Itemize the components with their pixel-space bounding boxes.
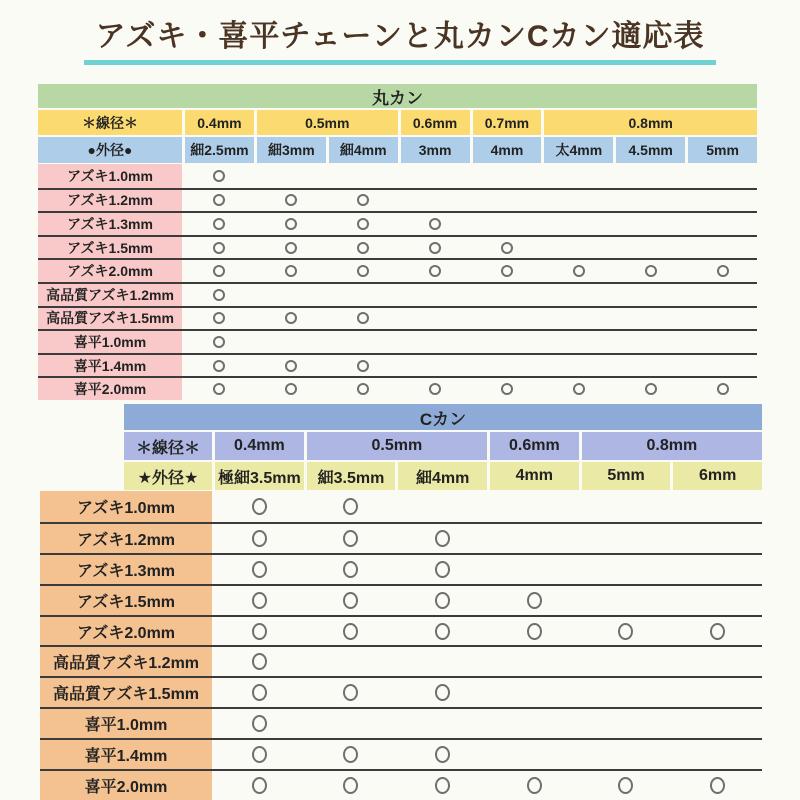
compat-cell [490,555,579,584]
compat-circle-icon [357,218,369,230]
compat-circle-icon [357,312,369,324]
compat-cell [616,213,685,235]
compat-cell [673,491,762,522]
compat-cell [398,771,487,800]
row-label: 喜平2.0mm [38,378,182,400]
compat-cell [688,331,757,353]
marukan-wire-diameter-row [38,110,757,135]
compat-circle-icon [252,561,267,578]
compat-cell [401,237,470,259]
compat-circle-icon [213,265,225,277]
compat-cell [398,678,487,707]
compat-cell [473,355,542,377]
row-label: 喜平1.4mm [38,355,182,377]
compat-cell [215,491,304,522]
compat-cell [185,331,254,353]
compat-cell [398,524,487,553]
compat-cell [257,213,326,235]
compat-cell [185,213,254,235]
compat-circle-icon [343,777,358,794]
compat-cell [185,355,254,377]
table-row [40,491,762,522]
compat-cell [398,709,487,738]
table-row [40,553,762,584]
outer-diameter-column-header: 細2.5mm [185,137,254,163]
compat-circle-icon [501,242,513,254]
compat-cell [185,190,254,212]
table-row [40,522,762,553]
compat-cell [673,555,762,584]
ckan-table [40,404,762,800]
table-row [38,282,757,306]
compat-circle-icon [435,530,450,547]
compat-cell [616,378,685,400]
compat-cell [473,190,542,212]
compat-cell [688,284,757,306]
compat-cell [616,260,685,282]
compat-cell [544,190,613,212]
compat-cell [401,331,470,353]
compat-cell [673,617,762,646]
wire-diameter-value: 0.5mm [307,432,487,460]
table-row [38,164,757,188]
compat-cell [401,190,470,212]
compat-cell [329,378,398,400]
compat-cell [257,308,326,330]
compat-circle-icon [343,623,358,640]
compat-cell [582,771,671,800]
outer-diameter-column-header: 5mm [688,137,757,163]
compat-cell [185,284,254,306]
compat-cell [307,586,396,615]
compat-circle-icon [285,218,297,230]
compat-cell [688,213,757,235]
compat-cell [673,586,762,615]
compat-cell [673,740,762,769]
wire-diameter-value: 0.5mm [257,110,398,135]
compat-cell [544,378,613,400]
ckan-wire-diameter-row [124,432,762,460]
marukan-table-body [38,164,757,400]
compat-circle-icon [285,360,297,372]
ckan-table-title: Cカン [124,404,762,430]
compat-circle-icon [357,242,369,254]
compat-circle-icon [285,312,297,324]
row-label: 高品質アズキ1.5mm [38,308,182,330]
compat-circle-icon [213,336,225,348]
compat-cell [401,260,470,282]
compat-circle-icon [252,777,267,794]
row-label: アズキ1.3mm [38,213,182,235]
compat-cell [688,260,757,282]
marukan-table [38,84,757,400]
compat-cell [673,771,762,800]
outer-diameter-column-header: 細4mm [329,137,398,163]
outer-diameter-column-header: 4mm [473,137,542,163]
table-row [40,738,762,769]
table-row [40,584,762,615]
compat-circle-icon [429,265,441,277]
compat-circle-icon [357,265,369,277]
compat-circle-icon [252,498,267,515]
compat-cell [544,284,613,306]
compat-cell [544,355,613,377]
row-label: アズキ1.5mm [38,237,182,259]
compat-circle-icon [252,530,267,547]
compat-circle-icon [618,623,633,640]
compat-cell [401,164,470,188]
compat-circle-icon [710,777,725,794]
compat-cell [401,284,470,306]
compat-cell [616,164,685,188]
compat-cell [307,617,396,646]
compat-cell [673,709,762,738]
compat-cell [401,378,470,400]
compat-cell [473,331,542,353]
compat-cell [490,491,579,522]
compat-cell [401,355,470,377]
compat-cell [329,164,398,188]
outer-diameter-column-header: 細3.5mm [307,462,396,490]
outer-diameter-column-header: 5mm [582,462,671,490]
compat-cell [544,331,613,353]
table-row [38,235,757,259]
compat-cell [329,355,398,377]
compat-circle-icon [343,498,358,515]
table-row [38,211,757,235]
compat-circle-icon [435,592,450,609]
wire-diameter-value: 0.4mm [215,432,304,460]
compat-circle-icon [213,312,225,324]
compat-circle-icon [710,623,725,640]
compat-cell [257,164,326,188]
compat-cell [329,190,398,212]
compat-cell [398,586,487,615]
wire-diameter-value: 0.4mm [185,110,254,135]
compat-cell [490,586,579,615]
compat-cell [616,284,685,306]
compat-circle-icon [213,360,225,372]
compat-cell [473,378,542,400]
compat-cell [688,190,757,212]
compat-circle-icon [343,746,358,763]
compat-cell [544,213,613,235]
compat-cell [185,164,254,188]
outer-diameter-column-header: 太4mm [544,137,613,163]
compat-cell [688,308,757,330]
compat-cell [257,237,326,259]
compat-circle-icon [357,360,369,372]
outer-diameter-column-header: 4.5mm [616,137,685,163]
row-label: アズキ2.0mm [40,617,212,646]
row-label: 喜平1.0mm [38,331,182,353]
table-row [38,376,757,400]
compat-cell [688,355,757,377]
compat-cell [398,491,487,522]
row-label: アズキ1.0mm [38,164,182,188]
row-label: 喜平1.0mm [40,709,212,738]
compat-circle-icon [573,383,585,395]
compat-circle-icon [252,715,267,732]
compat-cell [398,617,487,646]
compat-circle-icon [717,265,729,277]
compat-cell [582,617,671,646]
compat-cell [582,555,671,584]
compat-cell [401,308,470,330]
outer-diameter-column-header: 6mm [673,462,762,490]
outer-diameter-column-header: 4mm [490,462,579,490]
compat-circle-icon [429,242,441,254]
compat-cell [307,771,396,800]
compat-cell [616,190,685,212]
compat-cell [673,524,762,553]
compat-cell [673,647,762,676]
compat-circle-icon [213,170,225,182]
compat-cell [307,709,396,738]
compat-circle-icon [213,383,225,395]
compat-circle-icon [429,218,441,230]
outer-diameter-label: ★外径★ [124,462,212,490]
compat-cell [473,164,542,188]
compat-cell [616,331,685,353]
compat-cell [398,740,487,769]
compat-cell [616,237,685,259]
row-label: アズキ1.5mm [40,586,212,615]
compat-circle-icon [285,194,297,206]
compat-cell [473,237,542,259]
table-row [40,707,762,738]
compat-circle-icon [285,383,297,395]
compat-cell [490,617,579,646]
wire-diameter-label: ＊線径＊ [124,432,212,460]
compat-circle-icon [252,746,267,763]
compat-circle-icon [285,242,297,254]
compat-cell [473,308,542,330]
compat-cell [257,355,326,377]
table-row [40,676,762,707]
compat-cell [490,524,579,553]
row-label: 喜平2.0mm [40,771,212,800]
marukan-table-title: 丸カン [38,84,757,108]
compat-circle-icon [645,265,657,277]
compat-cell [544,308,613,330]
compat-cell [582,586,671,615]
outer-diameter-column-header: 細3mm [257,137,326,163]
compat-circle-icon [213,218,225,230]
compat-circle-icon [343,561,358,578]
compat-circle-icon [429,383,441,395]
outer-diameter-label: ●外径● [38,137,182,163]
compat-cell [329,260,398,282]
marukan-outer-diameter-row [38,137,757,163]
compat-cell [215,740,304,769]
compat-cell [257,190,326,212]
compat-circle-icon [573,265,585,277]
compat-cell [329,331,398,353]
compat-cell [582,491,671,522]
ckan-table-body [40,491,762,800]
compat-circle-icon [527,592,542,609]
compat-cell [185,260,254,282]
compat-cell [215,555,304,584]
compat-circle-icon [527,623,542,640]
table-row [38,188,757,212]
row-label: アズキ2.0mm [38,260,182,282]
compat-cell [688,378,757,400]
compat-cell [185,378,254,400]
compat-cell [257,260,326,282]
compat-circle-icon [213,289,225,301]
compat-cell [398,647,487,676]
compat-circle-icon [252,653,267,670]
compat-cell [544,164,613,188]
compat-cell [215,524,304,553]
compat-cell [544,260,613,282]
compat-circle-icon [717,383,729,395]
compat-circle-icon [435,777,450,794]
table-row [40,769,762,800]
compat-cell [490,678,579,707]
compat-cell [257,284,326,306]
compat-circle-icon [618,777,633,794]
compat-cell [544,237,613,259]
compat-circle-icon [527,777,542,794]
compat-cell [401,213,470,235]
compat-cell [490,740,579,769]
compat-circle-icon [357,194,369,206]
compat-cell [185,237,254,259]
compat-cell [616,355,685,377]
compat-circle-icon [435,623,450,640]
wire-diameter-value: 0.8mm [582,432,762,460]
wire-diameter-label: ＊線径＊ [38,110,182,135]
compat-cell [490,771,579,800]
wire-diameter-value: 0.7mm [473,110,542,135]
compat-circle-icon [343,684,358,701]
compat-cell [215,647,304,676]
compat-circle-icon [435,746,450,763]
compat-cell [307,555,396,584]
compat-cell [398,555,487,584]
table-row [38,306,757,330]
row-label: アズキ1.3mm [40,555,212,584]
compat-cell [582,647,671,676]
compat-cell [307,740,396,769]
compat-cell [257,378,326,400]
wire-diameter-value: 0.6mm [490,432,579,460]
row-label: 高品質アズキ1.2mm [40,647,212,676]
compat-cell [307,491,396,522]
compat-cell [473,260,542,282]
compat-circle-icon [501,383,513,395]
compat-cell [673,678,762,707]
row-label: アズキ1.2mm [38,190,182,212]
compat-cell [307,647,396,676]
compat-cell [329,237,398,259]
row-label: 喜平1.4mm [40,740,212,769]
compat-circle-icon [213,242,225,254]
outer-diameter-column-header: 細4mm [398,462,487,490]
table-row [40,615,762,646]
row-label: アズキ1.2mm [40,524,212,553]
compat-cell [688,164,757,188]
compat-cell [582,709,671,738]
compat-cell [215,617,304,646]
compat-circle-icon [213,194,225,206]
row-label: 高品質アズキ1.2mm [38,284,182,306]
compat-cell [490,709,579,738]
wire-diameter-value: 0.6mm [401,110,470,135]
compat-cell [215,771,304,800]
table-row [40,645,762,676]
outer-diameter-column-header: 3mm [401,137,470,163]
compat-circle-icon [285,265,297,277]
compat-cell [490,647,579,676]
page-title: アズキ・喜平チェーンと丸カンCカン適応表 [84,11,717,65]
compat-circle-icon [645,383,657,395]
compat-circle-icon [435,561,450,578]
compat-circle-icon [252,592,267,609]
row-label: アズキ1.0mm [40,491,212,522]
compat-cell [329,213,398,235]
compat-cell [582,678,671,707]
wire-diameter-value: 0.8mm [544,110,757,135]
compat-cell [688,237,757,259]
compat-circle-icon [343,530,358,547]
compat-cell [215,586,304,615]
compat-cell [185,308,254,330]
compat-circle-icon [343,592,358,609]
compat-cell [616,308,685,330]
compat-cell [215,678,304,707]
table-row [38,329,757,353]
table-row [38,353,757,377]
compat-cell [582,740,671,769]
table-row [38,258,757,282]
compat-circle-icon [252,623,267,640]
compat-cell [473,284,542,306]
ckan-outer-diameter-row [124,462,762,490]
compat-cell [329,308,398,330]
row-label: 高品質アズキ1.5mm [40,678,212,707]
compat-cell [473,213,542,235]
compat-cell [307,678,396,707]
outer-diameter-column-header: 極細3.5mm [215,462,304,490]
compat-circle-icon [357,383,369,395]
compat-cell [582,524,671,553]
compat-cell [257,331,326,353]
compat-circle-icon [501,265,513,277]
compat-cell [329,284,398,306]
title-bar [0,11,800,65]
compat-circle-icon [252,684,267,701]
compat-cell [215,709,304,738]
compat-cell [307,524,396,553]
compat-circle-icon [435,684,450,701]
